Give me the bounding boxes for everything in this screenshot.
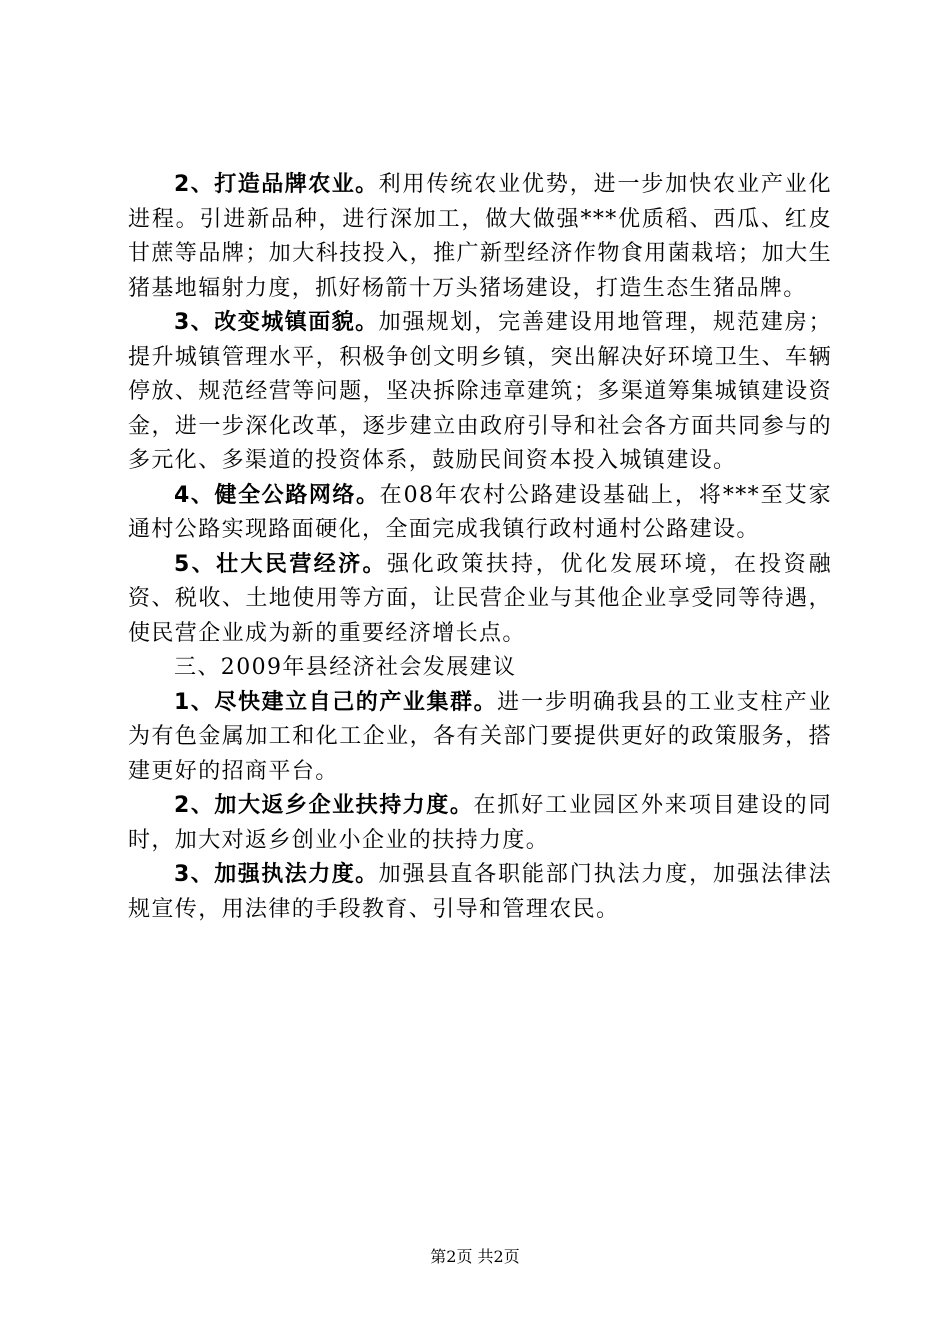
paragraph-heading: 2、打造品牌农业。 — [174, 172, 379, 197]
paragraph-text: 在抓好工业园区外来项目建设的同时，加大对返乡创业小企业的扶持力度。 — [128, 793, 832, 853]
paragraph-text: 利用传统农业优势，进一步加快农业产业化进程。引进新品种，进行深加工，做大做强***优质稻、西瓜、红皮甘蔗等品牌；加大科技投入，推广新型经济作物食用菌栽培；加大生猪基地辐射力度，抓好杨箭十万头猪场建设，打造生态生猪品牌。 — [128, 172, 832, 301]
paragraph-brand-agriculture — [128, 168, 832, 306]
paragraph-text: 在08年农村公路建设基础上，将***至艾家通村公路实现路面硬化，全面完成我镇行政村通村公路建设。 — [128, 482, 832, 542]
paragraph-private-economy — [128, 548, 832, 652]
paragraph-town-appearance — [128, 306, 832, 479]
suggestion-law-enforcement — [128, 858, 832, 927]
suggestion-returning-enterprises — [128, 789, 832, 858]
suggestion-industry-cluster — [128, 686, 832, 790]
section-title: 三、2009年县经济社会发展建议 — [174, 655, 517, 680]
paragraph-heading: 5、壮大民营经济。 — [174, 551, 387, 577]
paragraph-road-network — [128, 479, 832, 548]
paragraph-heading: 3、加强执法力度。 — [174, 862, 379, 887]
paragraph-heading: 1、尽快建立自己的产业集群。 — [174, 689, 498, 715]
paragraph-text: 加强规划，完善建设用地管理，规范建房；提升城镇管理水平，积极争创文明乡镇，突出解决好环境卫生、车辆停放、规范经营等问题，坚决拆除违章建筑；多渠道筹集城镇建设资金，进一步深化改革，逐步建立由政府引导和社会各方面共同参与的多元化、多渠道的投资体系，鼓励民间资本投入城镇建设。 — [128, 310, 832, 473]
paragraph-heading: 4、健全公路网络。 — [174, 482, 380, 508]
page-footer: 第2页 共2页 — [430, 1247, 520, 1266]
paragraph-text: 加强县直各职能部门执法力度，加强法律法规宣传，用法律的手段教育、引导和管理农民。 — [128, 862, 832, 922]
paragraph-text: 进一步明确我县的工业支柱产业为有色金属加工和化工企业，各有关部门要提供更好的政策服务，搭建更好的招商平台。 — [128, 689, 833, 784]
document-body — [128, 168, 832, 927]
paragraph-heading: 2、加大返乡企业扶持力度。 — [174, 793, 474, 818]
paragraph-heading: 3、改变城镇面貌。 — [174, 310, 379, 335]
paragraph-text: 强化政策扶持，优化发展环境，在投资融资、税收、土地使用等方面，让民营企业与其他企业享受同等待遇，使民营企业成为新的重要经济增长点。 — [128, 551, 832, 646]
